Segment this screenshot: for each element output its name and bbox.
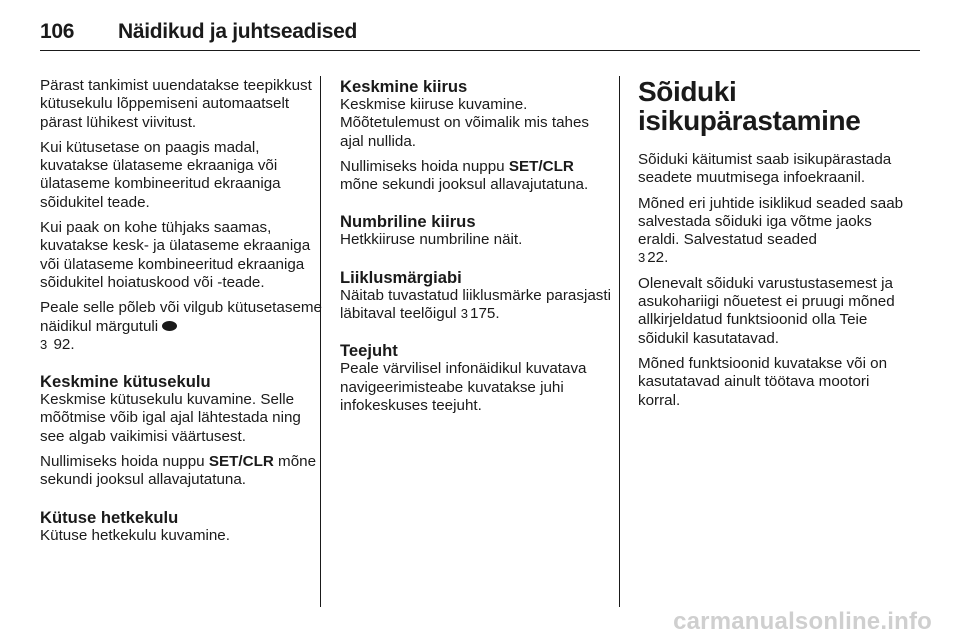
watermark: carmanualsonline.info (673, 608, 932, 635)
paragraph (340, 287, 612, 324)
section-heading: Keskmine kütusekulu (40, 372, 211, 392)
paragraph: Mõned funktsioonid kuvatakse või on kasutatavad ainult töötava mootori korral. (638, 354, 888, 409)
paragraph: Sõiduki käitumist saab isikupärastada seadete muutmisega infoekraanil. (638, 151, 892, 187)
page-number: 106 (40, 20, 75, 43)
paragraph-text: Nullimiseks hoida nuppu (340, 157, 509, 175)
paragraph: Kütuse hetkekulu kuvamine. (40, 526, 230, 544)
page-reference[interactable]: 22. (647, 249, 669, 267)
paragraph: Olenevalt sõiduki varustustasemest ja asukohariigi nõuetest ei pruugi mõned allkirjeldatud funktsioonid olla Teie sõidukil kasutatavad. (638, 274, 895, 347)
paragraph (340, 158, 612, 195)
column-3 (638, 77, 908, 417)
section-average-speed (340, 77, 612, 194)
page-reference[interactable]: 175. (470, 305, 500, 323)
section-heading: Numbriline kiirus (340, 212, 476, 232)
page-reference-icon: 3 (460, 306, 468, 322)
section-heading: Teejuht (340, 341, 398, 361)
section-heading: Keskmine kiirus (340, 77, 468, 96)
paragraph-text: Nullimiseks hoida nuppu (40, 453, 209, 471)
paragraph-text: Mõned eri juhtide isiklikud seaded saab salvestada sõiduki iga võtme jaoks eraldi. Salvestatud seaded (638, 194, 904, 249)
key-label: SET/CLR (208, 453, 274, 471)
paragraph-text: Peale selle põleb või vilgub kütusetaseme näidikul märgutuli (40, 299, 322, 335)
section-digital-speed (340, 212, 612, 249)
column-1 (40, 77, 322, 552)
column-2 (340, 77, 612, 422)
section-average-consumption (40, 372, 322, 489)
paragraph: Pärast tankimist uuendatakse teepikkust kütusekulu lõppemiseni automaatselt pärast lühikest viivitust. (40, 77, 312, 131)
paragraph-fuel-warning (40, 299, 322, 354)
paragraph (40, 453, 322, 490)
paragraph: Keskmise kütusekulu kuvamine. Selle mõõtmise võib igal ajal lähtestada ning see algab vaikimisi väärtusest. (40, 391, 301, 445)
page-title: Näidikud ja juhtseadised (118, 20, 358, 43)
paragraph: Kui paak on kohe tühjaks saamas, kuvatakse kesk- ja ülataseme ekraaniga või ülataseme kombineeritud ekraaniga sõidukitel hoiatuskood või -teade. (40, 219, 311, 291)
section-traffic-sign-assistant (340, 268, 612, 324)
paragraph-text: mõne sekundi jooksul allavajutatuna. (340, 176, 589, 194)
page-reference-icon: 3 (638, 250, 646, 266)
section-route-guidance (340, 341, 612, 415)
paragraph-text: Näitab tuvastatud liiklusmärke parasjasti läbitaval teelõigul (340, 286, 611, 323)
section-heading: Kütuse hetkekulu (40, 507, 179, 527)
page-reference[interactable]: 92. (53, 335, 75, 353)
paragraph: Hetkkiiruse numbriline näit. (340, 231, 523, 249)
fuel-warning-lamp-icon (162, 321, 177, 331)
section-heading: Liiklusmärgiabi (340, 267, 462, 287)
paragraph-text: mõne sekundi jooksul allavajutatuna. (40, 453, 317, 489)
column-divider (619, 76, 620, 607)
paragraph: Keskmise kiiruse kuvamine. Mõõtetulemust on võimalik mis tahes ajal nullida. (340, 96, 590, 150)
page-reference-icon: 3 (40, 336, 48, 352)
key-label: SET/CLR (508, 157, 574, 175)
paragraph: Kui kütusetase on paagis madal, kuvatakse ülataseme ekraaniga või ülataseme kombineeritud ekraaniga sõidukitel teade. (40, 138, 281, 211)
paragraph: Peale värvilisel infonäidikul kuvatava navigeerimisteabe kuvatakse juhi infokeskuses teejuht. (340, 360, 587, 414)
chapter-heading: Sõiduki isikupärastamine (638, 76, 861, 136)
paragraph (638, 195, 908, 268)
page-header (40, 14, 920, 51)
section-instant-consumption (40, 508, 322, 545)
